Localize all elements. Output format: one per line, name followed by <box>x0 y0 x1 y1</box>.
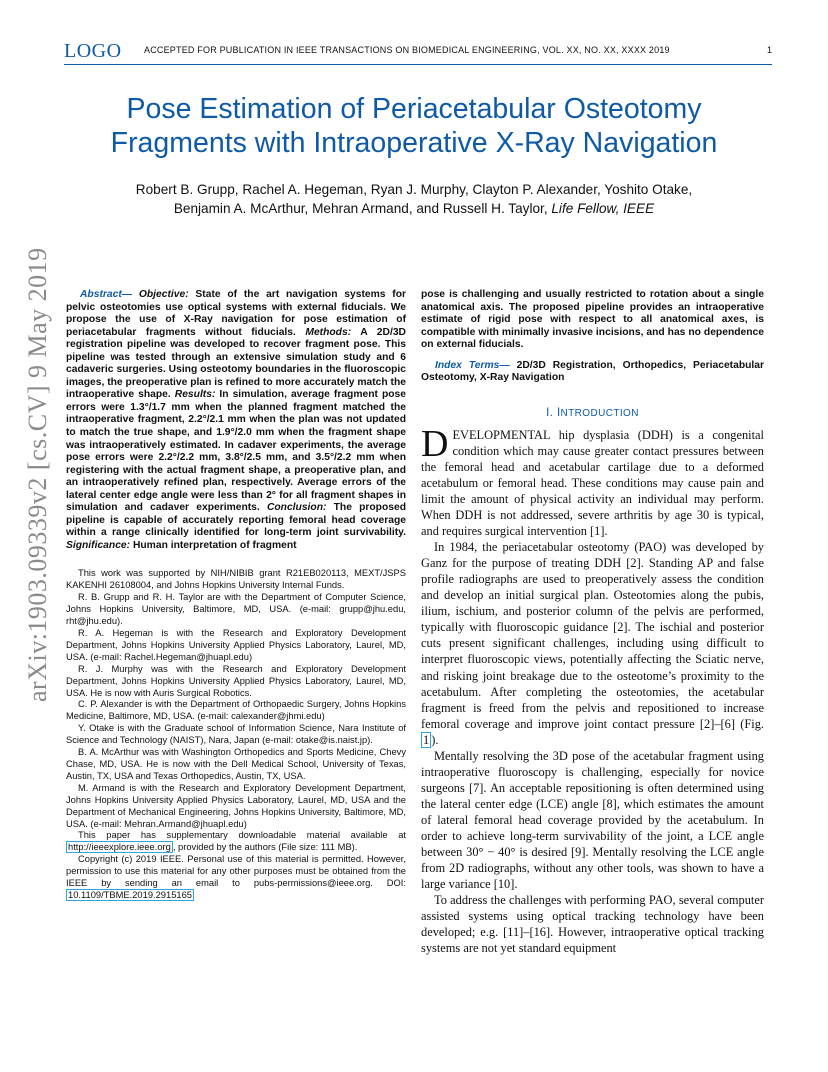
index-terms <box>421 360 764 385</box>
section-title-rest: NTRODUCTION <box>560 407 639 419</box>
results-label: Results: <box>174 389 216 401</box>
conclusion-label: Conclusion: <box>266 502 327 514</box>
journal-logo: LOGO <box>64 40 122 62</box>
methods-text: A 2D/3D registration pipeline was developed to recover fragment pose. This pipeline was tested through an extensive simulation study and 6 cadaveric surgeries. Using osteotomy boundaries in the fluoroscopic images, the preoperative plan is refined to more accurately match the intraoperative shape. <box>66 326 406 401</box>
arxiv-stamp <box>18 247 58 702</box>
supplementary-size: , provided by the authors (File size: 111 MB). <box>172 842 358 853</box>
arxiv-identifier: arXiv:1903.09339v2 [cs.CV] 9 May 2019 <box>23 247 52 702</box>
abstract-label: Abstract— <box>80 289 133 300</box>
footnote-mcarthur: B. A. McArthur was with Washington Orthopedics and Sports Medicine, Chevy Chase, MD, USA. He is now with the Dell Medical School, University of Texas, Austin, TX, USA and Texas Orthopedics, Austin, TX, USA. <box>66 747 406 781</box>
objective-text: State of the art navigation systems for pelvic osteotomies use optical systems with external fiducials. We propose the use of X-Ray navigation for pose estimation of periacetabular fragments without fiducials. <box>66 289 406 338</box>
footnote-supplementary <box>66 830 406 854</box>
section-number: I. <box>546 406 557 419</box>
footnotes <box>66 568 406 901</box>
drop-cap: D <box>421 422 449 465</box>
intro-paragraph-1-text: EVELOPMENTAL hip dysplasia (DDH) is a congenital condition which may cause greater contact pressures between the femoral head and acetabular cartilage due to a deformed acetabulum or femoral head. These conditions may cause pain and limit the amount of physical activity an individual may perform. When DDH is not addressed, severe arthritis by age 30 is typical, and requires surgical intervention [1]. <box>421 427 764 539</box>
paper-title <box>40 92 788 160</box>
significance-label: Significance: <box>66 539 131 551</box>
authors-line-1: Robert B. Grupp, Rachel A. Hegeman, Ryan J. Murphy, Clayton P. Alexander, Yoshito Otake, <box>135 182 693 197</box>
doi-link[interactable]: 10.1109/TBME.2019.2915165 <box>68 889 192 900</box>
introduction-body <box>421 422 764 957</box>
author-list <box>60 180 768 218</box>
journal-line: ACCEPTED FOR PUBLICATION IN IEEE TRANSACTIONS ON BIOMEDICAL ENGINEERING, VOL. XX, NO. XX, XXXX 2019 <box>144 45 670 55</box>
footnote-murphy: R. J. Murphy was with the Research and Exploratory Development Department, Johns Hopkins University Applied Physics Laboratory, Laurel, MD, USA. He is now with Auris Surgical Robotics. <box>66 663 406 698</box>
running-header <box>64 40 772 65</box>
section-title-initial: I <box>556 406 561 419</box>
abstract-continuation: pose is challenging and usually restricted to rotation about a single anatomical axis. The proposed pipeline provides an intraoperative estimate of rigid pose with respect to all anatomical axes, is compatible with minimally invasive incisions, and has no dependence on external fiducials. <box>421 289 764 351</box>
footnote-copyright <box>66 854 406 902</box>
methods-label: Methods: <box>305 326 352 338</box>
conclusion-text: The proposed pipeline is capable of accurately reporting femoral head coverage within a range clinically identified for long-term joint survivability. <box>66 502 406 539</box>
intro-paragraph-4: To address the challenges with performing PAO, several computer assisted systems using optical tracking technology have been developed; e.g. [11]–[16]. However, intraoperative optical tracking systems are not yet standard equipment <box>421 893 764 956</box>
footnote-grupp-taylor: R. B. Grupp and R. H. Taylor are with the Department of Computer Science, Johns Hopkins University, Baltimore, MD, USA. (e-mail: grupp@jhu.edu, rht@jhu.edu). <box>66 592 406 627</box>
section-heading-introduction <box>421 407 764 419</box>
results-text: In simulation, average fragment pose errors were 1.3°/1.7 mm when the planned fragment matched the intraoperative fragment, 2.2°/2.1 mm when the plan was not updated to match the true shape, and 1.9°/2.0 mm when the fragment shape was intraoperatively estimated. In cadaver experiments, the average pose errors were 2.2°/2.2 mm, 3.8°/2.5 mm, and 3.5°/2.2 mm when registering with the actual fragment shape, a preoperative plan, and an intraoperatively refined plan, respectively. Average errors of the lateral center edge angle were less than 2° for all fragment shapes in simulation and cadaver experiments. <box>66 389 406 514</box>
intro-paragraph-1 <box>421 422 764 539</box>
copyright-text: Copyright (c) 2019 IEEE. Personal use of this material is permitted. However, permission to use this material for any other purposes must be obtained from the IEEE by sending an email to pubs-permissions@ieee.org. DOI: <box>66 854 406 889</box>
footnote-armand: M. Armand is with the Research and Exploratory Development Department, Johns Hopkins University Applied Physics Laboratory, Laurel, MD, USA and the Department of Mechanical Engineering, Johns Hopkins University, Baltimore, MD, USA. (e-mail: Mehran.Armand@jhuapl.edu) <box>66 782 406 829</box>
footnote-alexander: C. P. Alexander is with the Department of Orthopaedic Surgery, Johns Hopkins Medicine, Baltimore, MD, USA. (e-mail: calexander@jhmi.edu) <box>66 699 406 722</box>
intro-paragraph-2 <box>421 539 764 748</box>
title-line-1: Pose Estimation of Periacetabular Osteotomy <box>126 93 702 125</box>
footnote-hegeman: R. A. Hegeman is with the Research and Exploratory Development Department, Johns Hopkins University Applied Physics Laboratory, Laurel, MD, USA. (e-mail: Rachel.Hegeman@jhuapl.edu) <box>66 628 406 662</box>
figure-reference-link[interactable]: 1 <box>423 732 430 747</box>
title-line-2: Fragments with Intraoperative X-Ray Navigation <box>110 127 718 159</box>
authors-line-2-text: Benjamin A. McArthur, Mehran Armand, and Russell H. Taylor, <box>173 201 552 216</box>
ieeexplore-link[interactable]: http://ieeexplore.ieee.org <box>68 842 171 853</box>
footnote-funding: This work was supported by NIH/NIBIB grant R21EB020113, MEXT/JSPS KAKENHI 26108004, and Johns Hopkins University Internal Funds. <box>66 568 406 591</box>
left-column <box>66 289 406 902</box>
index-terms-label: Index Terms— <box>435 359 510 371</box>
footnote-otake: Y. Otake is with the Graduate school of Information Science, Nara Institute of Science and Technology (NAIST), Nara, Japan (e-mail: otake@is.naist.jp). <box>66 723 406 746</box>
authors-line-2 <box>60 199 768 218</box>
intro-paragraph-2-end: ). <box>431 732 439 747</box>
page-number: 1 <box>766 45 772 55</box>
supplementary-text: This paper has supplementary downloadable material available at <box>78 830 406 841</box>
significance-text-left: Human interpretation of fragment <box>130 539 297 551</box>
right-column <box>421 289 764 956</box>
objective-label: Objective: <box>138 289 189 300</box>
intro-paragraph-2-text: In 1984, the periacetabular osteotomy (PAO) was developed by Ganz for the purpose of treating DDH [2]. Standing AP and false profile radiographs are used to preoperatively assess the condition and develop an initial surgical plan. Osteotomies along the pubis, ilium, ischium, and posterior column of the pelvis are performed, typically with fluoroscopic guidance [2]. The ischial and posterior cuts present significant challenges, including using difficult to interpret fluoroscopic views, potentially affecting the Sciatic nerve, and risking joint breakage due to the osteotome’s proximity to the acetabulum. After completing the osteotomies, the acetabular fragment is freed from the pelvis and repositioned to increase femoral coverage and improve joint contact pressure [2]–[6] (Fig. <box>421 540 764 731</box>
authors-fellow-note: Life Fellow, IEEE <box>551 201 655 216</box>
abstract <box>66 289 406 552</box>
intro-paragraph-3: Mentally resolving the 3D pose of the acetabular fragment using intraoperative fluoroscopy is challenging, especially for novice surgeons [7]. An acceptable repositioning is often determined using the lateral center edge (LCE) angle [8], which estimates the amount of lateral femoral head coverage provided by the acetabulum. In order to achieve long-term survivability of the joint, a LCE angle between 30° − 40° is desired [9]. Mentally resolving the LCE angle from 2D radiographs, without any other tools, was shown to have a large variance [10]. <box>421 748 764 892</box>
index-terms-text: 2D/3D Registration, Orthopedics, Periacetabular Osteotomy, X-Ray Navigation <box>421 359 764 384</box>
